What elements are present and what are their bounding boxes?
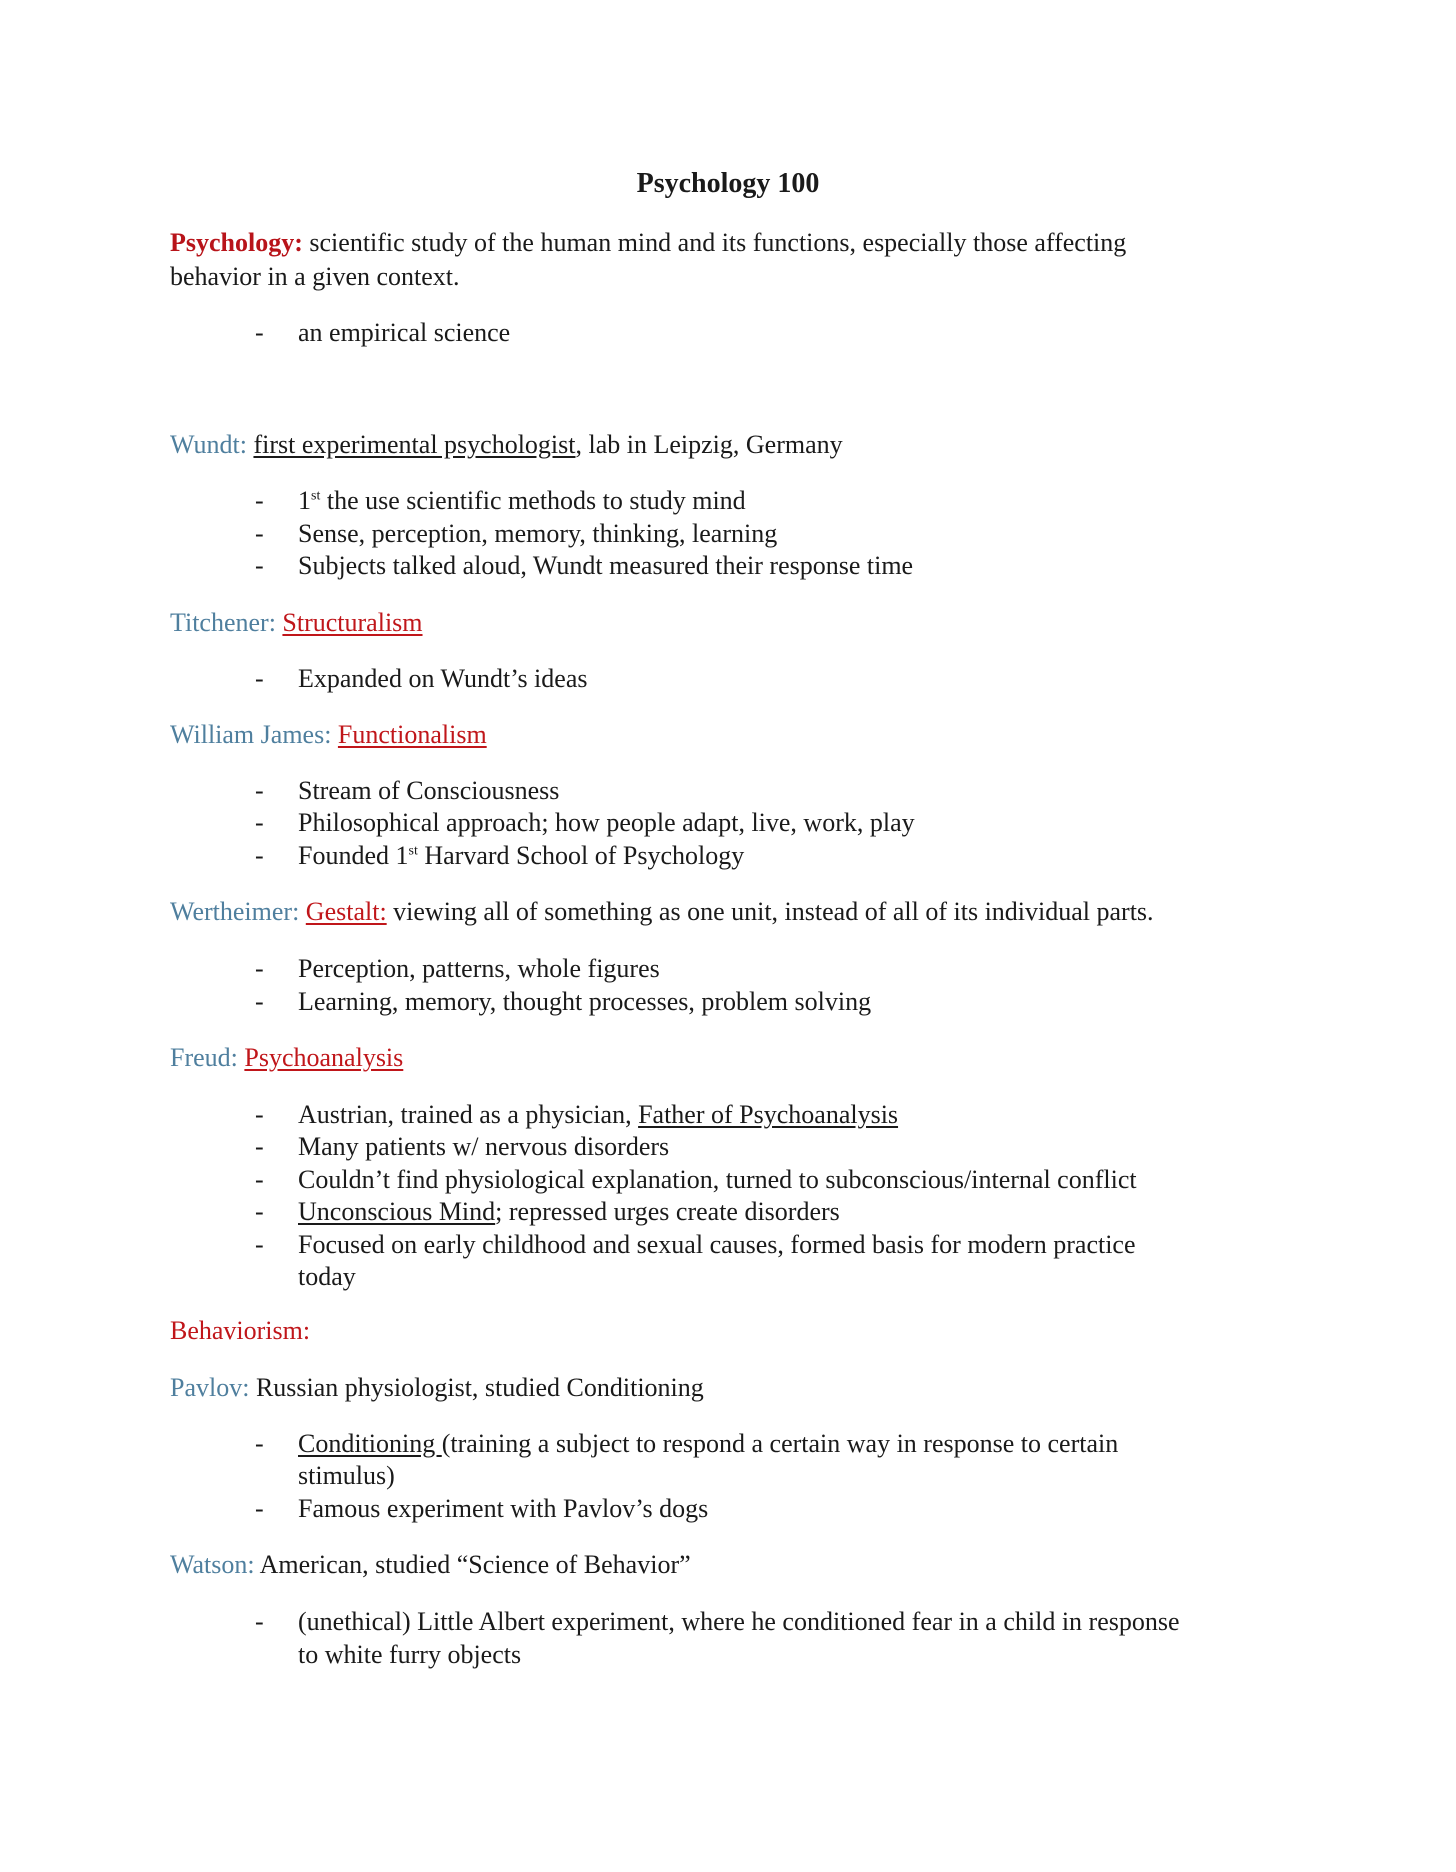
wundt-bullet-1-pre: 1	[298, 486, 311, 515]
wertheimer-school: Gestalt:	[305, 897, 387, 926]
bullet-dash: -	[255, 318, 264, 347]
freud-bullet-4-underlined: Unconscious Mind	[298, 1197, 496, 1226]
watson-bullet-1-line-2: to white furry objects	[298, 1640, 522, 1669]
bullet-dash: -	[255, 1197, 264, 1226]
intro-line-1	[170, 226, 1126, 259]
titchener-name: Titchener:	[170, 608, 276, 637]
wundt-bullet-1-sup: st	[311, 488, 321, 504]
wundt-bullet-3: Subjects talked aloud, Wundt measured their response time	[298, 551, 914, 580]
wundt-heading	[170, 428, 843, 461]
james-school: Functionalism	[337, 720, 487, 749]
wertheimer-name: Wertheimer:	[170, 897, 300, 926]
freud-bullet-3: Couldn’t find physiological explanation, turned to subconscious/internal conflict	[298, 1165, 1137, 1194]
james-bullet-3-pre: Founded 1	[298, 841, 409, 870]
bullet-dash: -	[255, 551, 264, 580]
pavlov-bullet-1-underlined: Conditioning	[298, 1429, 442, 1458]
wundt-bullet-2: Sense, perception, memory, thinking, learning	[298, 519, 778, 548]
bullet-dash: -	[255, 519, 264, 548]
pavlov-heading	[170, 1371, 704, 1404]
pavlov-bullet-1-line-1	[298, 1427, 1298, 1460]
freud-bullet-4	[298, 1195, 1298, 1228]
james-heading	[170, 718, 487, 751]
bullet-dash: -	[255, 664, 264, 693]
wertheimer-heading	[170, 895, 1154, 928]
freud-name: Freud:	[170, 1043, 238, 1072]
bullet-dash: -	[255, 954, 264, 983]
wundt-bullet-1-post: the use scientific methods to study mind	[320, 486, 746, 515]
pavlov-bullet-1-post: (training a subject to respond a certain way in response to certain	[441, 1429, 1119, 1458]
pavlov-bullet-2: Famous experiment with Pavlov’s dogs	[298, 1494, 709, 1523]
titchener-school: Structuralism	[282, 608, 423, 637]
bullet-dash: -	[255, 486, 264, 515]
james-bullet-2: Philosophical approach; how people adapt, live, work, play	[298, 808, 915, 837]
intro-definition-1: scientific study of the human mind and its functions, especially those affecting	[302, 228, 1127, 257]
wundt-name: Wundt:	[170, 430, 247, 459]
freud-bullet-1-pre: Austrian, trained as a physician,	[298, 1100, 639, 1129]
wundt-underlined: first experimental psychologist	[253, 430, 576, 459]
freud-school: Psychoanalysis	[244, 1043, 404, 1072]
bullet-dash: -	[255, 1100, 264, 1129]
watson-heading	[170, 1548, 691, 1581]
wundt-bullet-1	[298, 484, 1298, 517]
james-bullet-1: Stream of Consciousness	[298, 776, 560, 805]
watson-bullet-1-line-1: (unethical) Little Albert experiment, where he conditioned fear in a child in response	[298, 1607, 1180, 1636]
james-bullet-3-post: Harvard School of Psychology	[417, 841, 745, 870]
intro-term: Psychology:	[170, 228, 303, 257]
bullet-dash: -	[255, 987, 264, 1016]
pavlov-bullet-1-line-2: stimulus)	[298, 1461, 395, 1490]
freud-bullet-1	[298, 1098, 1298, 1131]
freud-heading	[170, 1041, 403, 1074]
freud-bullet-1-underlined: Father of Psychoanalysis	[638, 1100, 899, 1129]
behaviorism-heading: Behaviorism:	[170, 1316, 311, 1345]
bullet-dash: -	[255, 808, 264, 837]
intro-bullet-1: an empirical science	[298, 318, 511, 347]
bullet-dash: -	[255, 776, 264, 805]
pavlov-rest: Russian physiologist, studied Conditioning	[249, 1373, 704, 1402]
freud-bullet-5-line-2: today	[298, 1262, 356, 1291]
wertheimer-bullet-2: Learning, memory, thought processes, problem solving	[298, 987, 872, 1016]
freud-bullet-5-line-1: Focused on early childhood and sexual causes, formed basis for modern practice	[298, 1230, 1136, 1259]
titchener-heading	[170, 606, 423, 639]
bullet-dash: -	[255, 1230, 264, 1259]
bullet-dash: -	[255, 1429, 264, 1458]
james-name: William James:	[170, 720, 332, 749]
wertheimer-rest: viewing all of something as one unit, instead of all of its individual parts.	[386, 897, 1154, 926]
freud-bullet-2: Many patients w/ nervous disorders	[298, 1132, 670, 1161]
titchener-bullet-1: Expanded on Wundt’s ideas	[298, 664, 588, 693]
intro-line-2: behavior in a given context.	[170, 262, 460, 291]
watson-name: Watson:	[170, 1550, 255, 1579]
bullet-dash: -	[255, 1165, 264, 1194]
wundt-rest: , lab in Leipzig, Germany	[575, 430, 843, 459]
page-title: Psychology 100	[636, 168, 820, 199]
bullet-dash: -	[255, 841, 264, 870]
james-bullet-3	[298, 839, 1298, 872]
pavlov-name: Pavlov:	[170, 1373, 250, 1402]
bullet-dash: -	[255, 1607, 264, 1636]
watson-rest: American, studied “Science of Behavior”	[254, 1550, 691, 1579]
bullet-dash: -	[255, 1132, 264, 1161]
james-bullet-3-sup: st	[408, 843, 418, 859]
bullet-dash: -	[255, 1494, 264, 1523]
wertheimer-bullet-1: Perception, patterns, whole figures	[298, 954, 660, 983]
freud-bullet-4-post: ; repressed urges create disorders	[495, 1197, 840, 1226]
